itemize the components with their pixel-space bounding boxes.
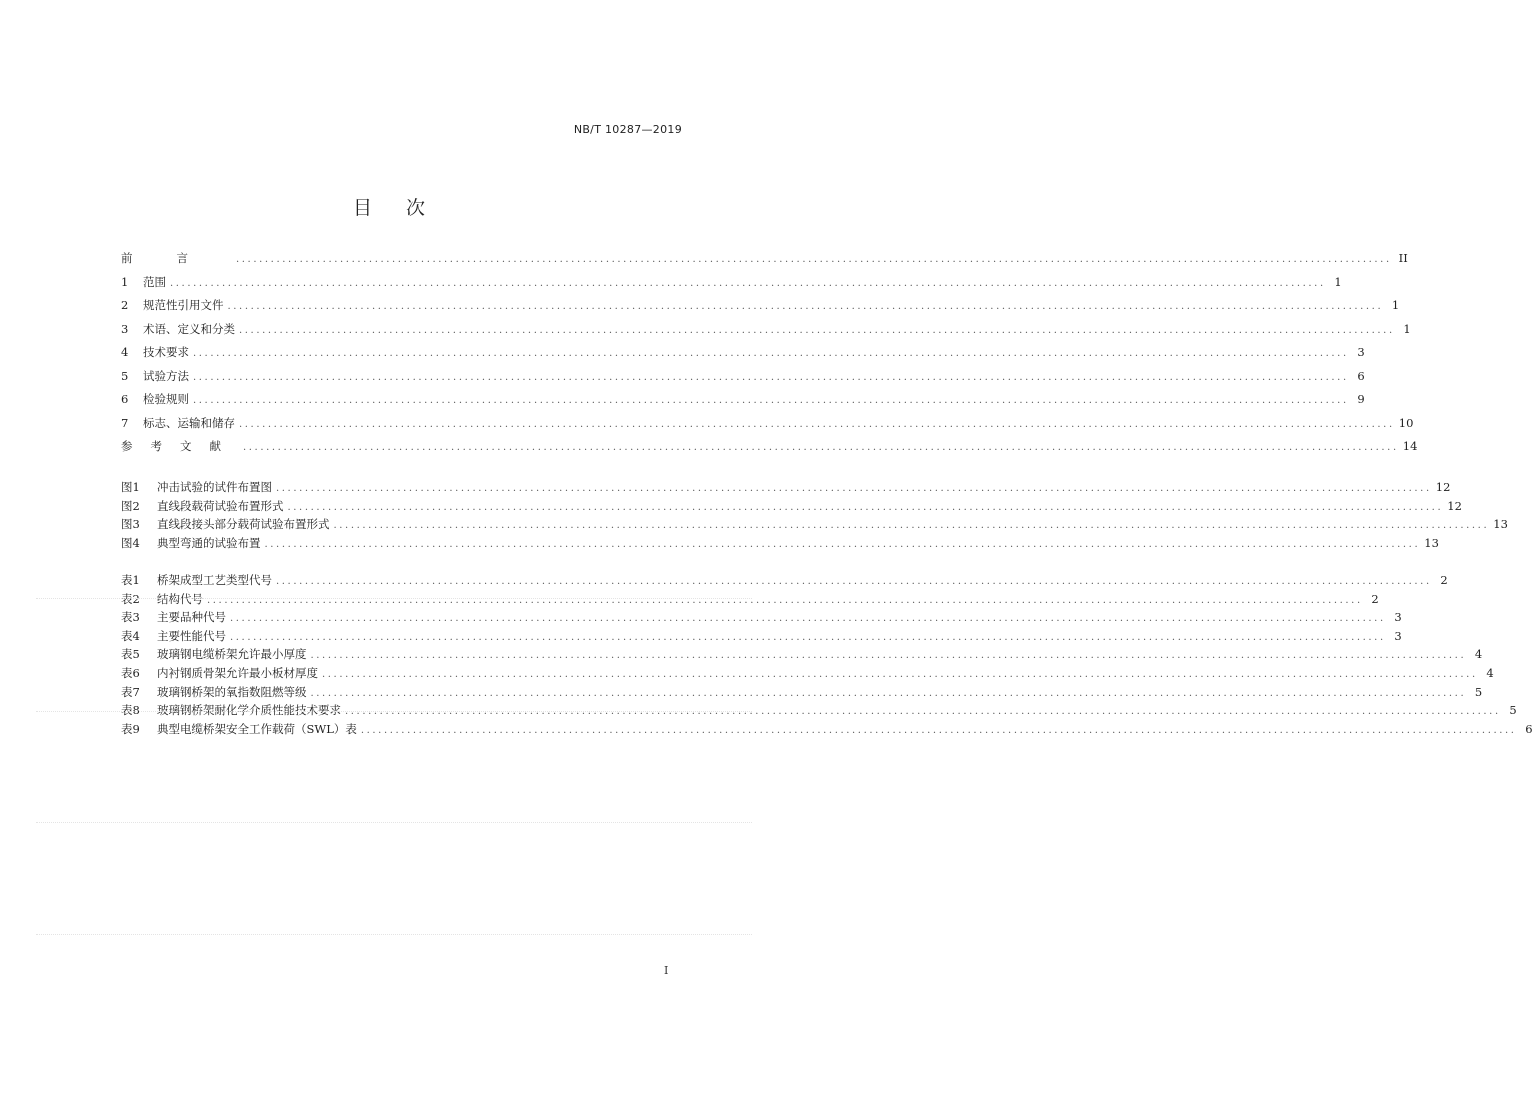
standard-number: NB/T 10287—2019	[573, 123, 682, 136]
toc-entry-number: 图4	[121, 535, 140, 550]
toc-leader-dots: ........................................................................................................................................................................................................	[333, 520, 1490, 532]
page-number: I	[664, 964, 669, 977]
toc-entry-page: 12	[1447, 498, 1462, 513]
toc-leader-dots: ........................................................................................................................................................................................................	[239, 418, 1395, 430]
toc-entry-title: 桥架成型工艺类型代号	[157, 573, 272, 587]
toc-entry-page: II	[1398, 251, 1408, 265]
toc-entry-label	[121, 665, 318, 681]
toc-entry-page: 3	[1357, 345, 1365, 359]
toc-entry[interactable]	[121, 646, 1483, 665]
toc-figures	[121, 479, 1508, 553]
toc-entry-label	[121, 297, 224, 313]
toc-entry-number: 表2	[121, 591, 140, 606]
toc-entry-page: 1	[1403, 321, 1411, 336]
toc-entry-page: 6	[1525, 721, 1533, 736]
toc-entry[interactable]	[121, 535, 1439, 554]
toc-entry[interactable]	[121, 572, 1448, 591]
toc-leader-dots: ........................................................................................................................................................................................................	[322, 668, 1478, 680]
toc-entry-page: 9	[1357, 392, 1365, 406]
toc-leader-dots: ........................................................................................................................................................................................................	[193, 371, 1349, 383]
toc-entry-title: 结构代号	[157, 591, 203, 606]
toc-entry-page: 4	[1486, 665, 1494, 680]
toc-entry-page: 2	[1440, 573, 1448, 587]
toc-entry[interactable]	[121, 344, 1365, 368]
toc-entry-number: 1	[121, 274, 129, 289]
toc-entry[interactable]	[121, 321, 1411, 345]
divider	[36, 598, 752, 599]
toc-entry[interactable]	[121, 684, 1483, 703]
toc-leader-dots: ........................................................................................................................................................................................................	[230, 613, 1386, 625]
toc-entry-page: 3	[1394, 628, 1402, 643]
toc-entry-title: 术语、定义和分类	[143, 321, 235, 336]
toc-entry[interactable]	[121, 628, 1402, 647]
toc-entry[interactable]	[121, 498, 1462, 517]
toc-entry[interactable]	[121, 415, 1414, 439]
toc-entry-label	[121, 628, 226, 644]
toc-entry-number: 5	[121, 368, 129, 383]
toc-entry-number: 表5	[121, 647, 140, 662]
divider	[36, 822, 752, 823]
toc-entry[interactable]	[121, 391, 1365, 415]
toc-entry-title: 玻璃钢桥架的氧指数阻燃等级	[157, 684, 307, 699]
toc-entry[interactable]	[121, 438, 1418, 462]
toc-entry-page: 4	[1474, 647, 1483, 662]
toc-entry-number: 表8	[121, 703, 140, 718]
toc-entry-label	[121, 498, 284, 514]
toc-entry-title: 范围	[143, 274, 166, 289]
toc-entry-title: 主要品种代号	[157, 610, 226, 625]
toc-entry-number: 表3	[121, 610, 140, 625]
toc-entry-title: 主要性能代号	[157, 628, 226, 643]
toc-entry-number: 图3	[121, 517, 140, 532]
toc-entry[interactable]	[121, 721, 1533, 740]
toc-entry-label	[121, 721, 357, 737]
toc-entry-number: 表1	[121, 573, 140, 587]
toc-entry-page: 2	[1371, 591, 1379, 606]
toc-entry-label	[121, 415, 235, 431]
toc-leader-dots: ........................................................................................................................................................................................................	[170, 277, 1326, 289]
toc-entry-page: 13	[1424, 535, 1439, 550]
toc-leader-dots: ........................................................................................................................................................................................................	[287, 501, 1444, 513]
divider	[36, 711, 752, 712]
toc-entry-title: 玻璃钢电缆桥架允许最小厚度	[157, 647, 307, 662]
toc-entry[interactable]	[121, 368, 1365, 392]
toc-entry-number: 7	[121, 415, 129, 430]
toc-leader-dots: ........................................................................................................................................................................................................	[193, 348, 1349, 359]
toc-entry-page: 3	[1394, 610, 1402, 625]
toc-entry[interactable]	[121, 591, 1379, 610]
toc-entry-title: 前言	[121, 251, 232, 265]
toc-entry-title: 检验规则	[143, 392, 189, 406]
toc-leader-dots: ........................................................................................................................................................................................................	[236, 254, 1392, 265]
toc-entry-number: 表9	[121, 721, 140, 736]
toc-leader-dots: ........................................................................................................................................................................................................	[230, 631, 1386, 643]
toc-leader-dots: ........................................................................................................................................................................................................	[227, 301, 1384, 312]
toc-entry-page: 1	[1391, 298, 1400, 312]
toc-entry[interactable]	[121, 479, 1451, 498]
toc-entry-label	[121, 344, 189, 360]
toc-entry[interactable]	[121, 297, 1400, 321]
toc-sections	[121, 250, 1418, 462]
toc-entry-title: 直线段载荷试验布置形式	[157, 498, 284, 513]
toc-leader-dots: ........................................................................................................................................................................................................	[207, 594, 1363, 606]
toc-entry-label	[121, 250, 232, 266]
toc-entry-number: 图1	[121, 480, 140, 494]
toc-entry-title: 直线段接头部分载荷试验布置形式	[157, 517, 330, 532]
toc-entry-title: 内衬钢质骨架允许最小板材厚度	[157, 665, 318, 680]
toc-entry-label	[121, 321, 235, 337]
toc-leader-dots: ........................................................................................................................................................................................................	[239, 324, 1395, 336]
toc-entry-number: 2	[121, 298, 129, 312]
toc-entry-label	[121, 368, 189, 384]
toc-entry-page: 5	[1509, 703, 1517, 718]
toc-entry-label	[121, 535, 261, 551]
toc-entry-title: 冲击试验的试件布置图	[157, 480, 272, 494]
toc-entry-number: 图2	[121, 498, 140, 513]
toc-leader-dots: ........................................................................................................................................................................................................	[276, 483, 1432, 494]
toc-entry[interactable]	[121, 274, 1342, 298]
toc-entry-number: 4	[121, 345, 129, 359]
toc-entry-label	[121, 391, 189, 407]
toc-entry-label	[121, 479, 272, 495]
toc-entry[interactable]	[121, 516, 1508, 535]
toc-leader-dots: ........................................................................................................................................................................................................	[310, 650, 1467, 662]
toc-entry-title: 试验方法	[143, 368, 189, 383]
toc-entry-label	[121, 516, 330, 532]
toc-entry-page: 12	[1435, 480, 1451, 494]
toc-leader-dots: ........................................................................................................................................................................................................	[345, 706, 1501, 718]
toc-entry[interactable]	[121, 609, 1402, 628]
toc-entry-label	[121, 438, 239, 454]
toc-entry-title: 典型弯通的试验布置	[157, 535, 261, 550]
toc-entry-label	[121, 646, 307, 662]
toc-entry[interactable]	[121, 250, 1408, 274]
toc-entry-number: 6	[121, 392, 129, 406]
page-title: 目 次	[352, 197, 440, 219]
toc-entry-label	[121, 572, 272, 588]
toc-entry-title: 技术要求	[143, 345, 189, 359]
toc-entry-title: 典型电缆桥架安全工作载荷（SWL）表	[157, 721, 357, 736]
toc-entry-label	[121, 274, 166, 290]
toc-leader-dots: ........................................................................................................................................................................................................	[243, 442, 1399, 453]
toc-leader-dots: ........................................................................................................................................................................................................	[193, 395, 1349, 406]
toc-entry-number: 表6	[121, 665, 140, 680]
toc-entry-page: 10	[1398, 415, 1414, 430]
toc-entry-number: 表7	[121, 684, 140, 699]
toc-entry-page: 5	[1474, 684, 1483, 699]
divider	[36, 934, 752, 935]
toc-entry-title: 参考文献	[121, 439, 239, 453]
toc-entry-label	[121, 684, 307, 700]
toc-entry-number: 表4	[121, 628, 140, 643]
toc-entry-title: 规范性引用文件	[143, 298, 224, 312]
toc-entry-number: 3	[121, 321, 129, 336]
toc-entry-title: 标志、运输和储存	[143, 415, 235, 430]
toc-leader-dots: ........................................................................................................................................................................................................	[276, 576, 1432, 587]
toc-entry-page: 1	[1334, 274, 1342, 289]
toc-leader-dots: ........................................................................................................................................................................................................	[360, 724, 1517, 736]
toc-leader-dots: ........................................................................................................................................................................................................	[310, 687, 1467, 699]
toc-entry[interactable]	[121, 665, 1494, 684]
toc-entry-page: 6	[1357, 368, 1365, 383]
toc-entry-title: 玻璃钢桥架耐化学介质性能技术要求	[157, 703, 341, 718]
toc-entry-label	[121, 609, 226, 625]
toc-entry-page: 14	[1402, 439, 1418, 453]
toc-entry-page: 13	[1493, 517, 1508, 532]
toc-leader-dots: ........................................................................................................................................................................................................	[264, 538, 1421, 550]
